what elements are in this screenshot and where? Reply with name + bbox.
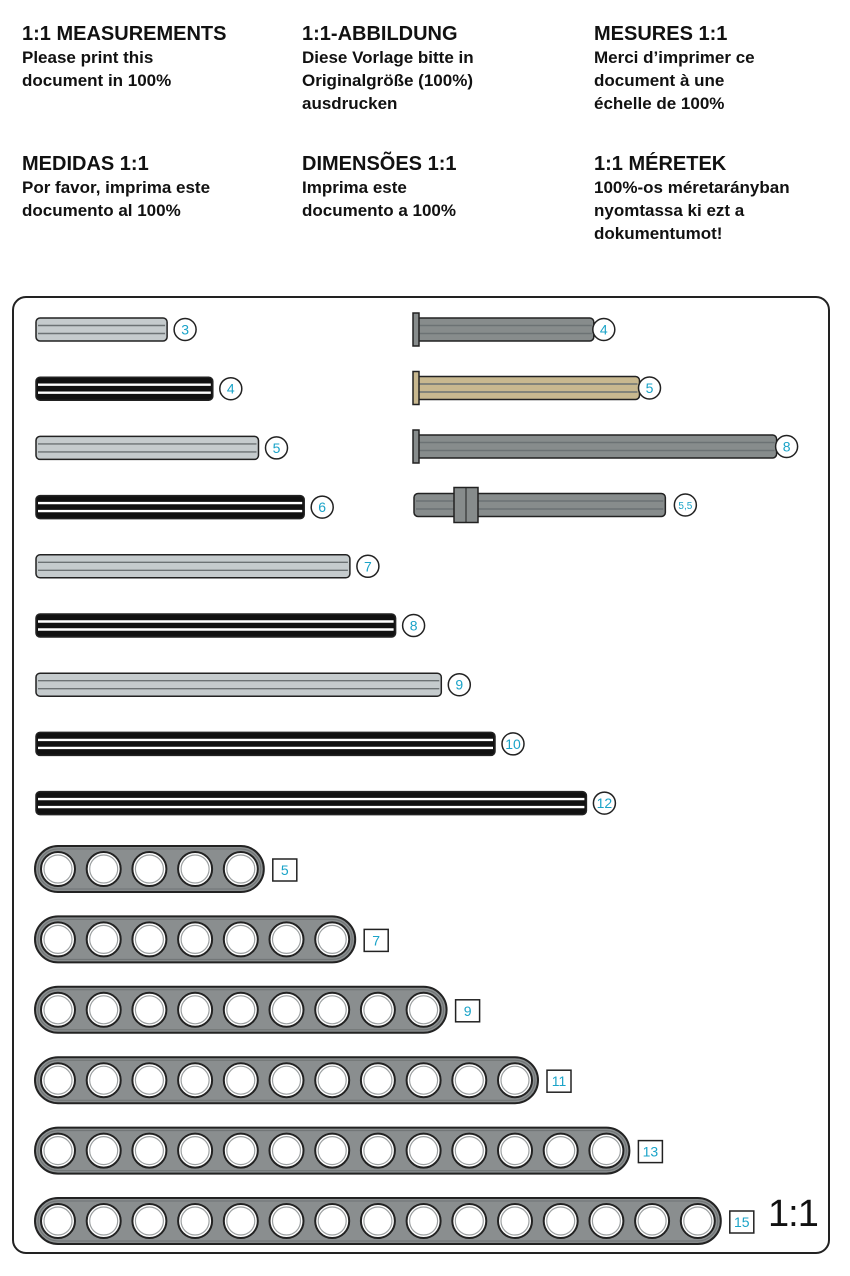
beam-hole xyxy=(270,1204,304,1238)
label-text: 5 xyxy=(280,862,289,878)
beam-5 xyxy=(35,846,264,892)
label-text: 13 xyxy=(642,1143,659,1160)
beam-hole xyxy=(270,993,304,1027)
beam-9 xyxy=(35,987,447,1033)
axle-stop xyxy=(413,313,419,346)
axle-body xyxy=(414,494,665,517)
axle-body xyxy=(414,435,777,458)
axle-6 xyxy=(36,496,304,519)
beam-hole xyxy=(452,1204,486,1238)
beam-hole xyxy=(270,1063,304,1097)
beam-hole xyxy=(224,852,258,886)
label-text: 5 xyxy=(272,439,281,456)
beam-hole xyxy=(132,1204,166,1238)
instruction-title: 1:1-ABBILDUNG xyxy=(302,23,458,45)
label-text: 7 xyxy=(372,932,381,949)
beam-hole xyxy=(87,1134,121,1168)
beam-hole xyxy=(544,1204,578,1238)
label-text: 11 xyxy=(551,1073,567,1090)
axle-7 xyxy=(36,555,350,578)
beam-hole xyxy=(681,1204,715,1238)
size-label xyxy=(639,377,661,399)
beam-hole xyxy=(132,1134,166,1168)
beam-hole xyxy=(361,1204,395,1238)
axle-4 xyxy=(36,377,213,400)
beam-hole xyxy=(178,1063,212,1097)
beam-hole xyxy=(178,852,212,886)
axle-3 xyxy=(36,318,167,341)
axle-5 xyxy=(36,436,259,459)
beam-hole xyxy=(452,1134,486,1168)
scale-mark: 1:1 xyxy=(768,1193,818,1235)
axle-body xyxy=(36,377,213,400)
instruction-title: MESURES 1:1 xyxy=(594,23,728,45)
axle-body xyxy=(36,614,396,637)
beam-hole xyxy=(87,852,121,886)
beam-hole xyxy=(315,1204,349,1238)
size-label xyxy=(357,555,379,577)
beam-15 xyxy=(35,1198,721,1244)
beam-hole xyxy=(498,1204,532,1238)
beam-13 xyxy=(35,1128,629,1174)
beam-hole xyxy=(589,1204,623,1238)
beam-7 xyxy=(35,916,355,962)
beam-hole xyxy=(41,852,75,886)
beam-hole xyxy=(178,993,212,1027)
size-label xyxy=(403,615,425,637)
axle-body xyxy=(36,792,586,815)
axle-body xyxy=(36,496,304,519)
size-label xyxy=(674,494,696,516)
size-label xyxy=(502,733,524,755)
size-label xyxy=(638,1141,662,1163)
beam-hole xyxy=(224,993,258,1027)
axle-body xyxy=(36,318,167,341)
beam-hole xyxy=(315,922,349,956)
beam-hole xyxy=(270,922,304,956)
beam-hole xyxy=(315,1134,349,1168)
beam-hole xyxy=(452,1063,486,1097)
label-text: 9 xyxy=(463,1002,472,1019)
beam-hole xyxy=(498,1063,532,1097)
size-label xyxy=(593,792,615,814)
beam-hole xyxy=(178,922,212,956)
axle-body xyxy=(36,673,441,696)
beam-hole xyxy=(589,1134,623,1168)
beam-hole xyxy=(41,993,75,1027)
beam-hole xyxy=(498,1134,532,1168)
axle-with-stop-5 xyxy=(413,372,640,405)
beam-hole xyxy=(224,1134,258,1168)
instruction-title: MEDIDAS 1:1 xyxy=(22,153,149,175)
label-text: 7 xyxy=(364,558,372,575)
beam-hole xyxy=(270,1134,304,1168)
axle-body xyxy=(36,555,350,578)
instruction-title: 1:1 MEASUREMENTS xyxy=(22,23,227,45)
size-label xyxy=(273,859,297,881)
axle-body xyxy=(36,436,259,459)
beam-hole xyxy=(178,1204,212,1238)
beam-hole xyxy=(41,922,75,956)
beam-hole xyxy=(87,922,121,956)
size-label xyxy=(776,436,798,458)
beam-hole xyxy=(87,1063,121,1097)
beam-hole xyxy=(41,1134,75,1168)
beam-hole xyxy=(178,1134,212,1168)
beam-hole xyxy=(407,1204,441,1238)
beam-hole xyxy=(87,1204,121,1238)
size-label xyxy=(730,1211,754,1233)
label-text: 12 xyxy=(596,795,613,812)
size-label xyxy=(593,319,615,341)
axle-12 xyxy=(36,792,586,815)
instruction-text: Please print this document in 100% xyxy=(22,48,172,90)
beam-hole xyxy=(87,993,121,1027)
instruction-text: 100%-os méretarányban nyomtassa ki ezt a dokumentumot! xyxy=(594,178,790,243)
beam-hole xyxy=(407,1063,441,1097)
axle-10 xyxy=(36,732,495,755)
size-label xyxy=(266,437,288,459)
instruction-text: Merci d’imprimer ce document à une échelle de 100% xyxy=(594,48,755,113)
beam-hole xyxy=(132,1063,166,1097)
label-text: 10 xyxy=(505,735,521,752)
axle-with-stop-8 xyxy=(413,430,777,463)
axle-body xyxy=(414,318,594,341)
label-text: 3 xyxy=(181,321,189,338)
label-text: 6 xyxy=(318,499,327,516)
label-text: 5,5 xyxy=(678,501,693,512)
label-text: 5 xyxy=(645,380,654,396)
label-text: 8 xyxy=(782,438,791,455)
beam-hole xyxy=(132,922,166,956)
label-text: 8 xyxy=(409,617,418,634)
size-label xyxy=(311,496,333,518)
instruction-text: Imprima este documento a 100% xyxy=(302,178,456,220)
axle-stop xyxy=(413,430,419,463)
size-label xyxy=(547,1070,571,1092)
beam-hole xyxy=(407,993,441,1027)
instruction-text: Diese Vorlage bitte in Originalgröße (100%) ausdrucken xyxy=(302,48,474,113)
axle-stop xyxy=(413,372,419,405)
beam-hole xyxy=(635,1204,669,1238)
label-text: 4 xyxy=(599,321,608,338)
label-text: 9 xyxy=(455,676,464,693)
beam-hole xyxy=(224,1204,258,1238)
axle-with-stop-4 xyxy=(413,313,594,346)
beam-hole xyxy=(224,1063,258,1097)
beam-hole xyxy=(361,993,395,1027)
size-label xyxy=(456,1000,480,1022)
axle-9 xyxy=(36,673,441,696)
beam-hole xyxy=(361,1134,395,1168)
axle-with-stop-5-5 xyxy=(414,488,665,523)
beam-hole xyxy=(132,993,166,1027)
axle-8 xyxy=(36,614,396,637)
axle-body xyxy=(36,732,495,755)
beam-hole xyxy=(407,1134,441,1168)
axle-body xyxy=(414,377,640,400)
size-label xyxy=(448,674,470,696)
beam-hole xyxy=(315,1063,349,1097)
beam-hole xyxy=(361,1063,395,1097)
instruction-title: 1:1 MÉRETEK xyxy=(594,153,727,175)
label-text: 15 xyxy=(734,1214,750,1230)
beam-hole xyxy=(544,1134,578,1168)
label-text: 4 xyxy=(226,380,235,397)
beam-hole xyxy=(41,1204,75,1238)
beam-hole xyxy=(41,1063,75,1097)
beam-hole xyxy=(132,852,166,886)
size-label xyxy=(174,319,196,341)
beam-hole xyxy=(224,922,258,956)
instruction-title: DIMENSÕES 1:1 xyxy=(302,153,457,175)
size-label xyxy=(220,378,242,400)
instruction-text: Por favor, imprima este documento al 100% xyxy=(22,178,211,220)
beam-hole xyxy=(315,993,349,1027)
beam-11 xyxy=(35,1057,538,1103)
size-label xyxy=(364,929,388,951)
